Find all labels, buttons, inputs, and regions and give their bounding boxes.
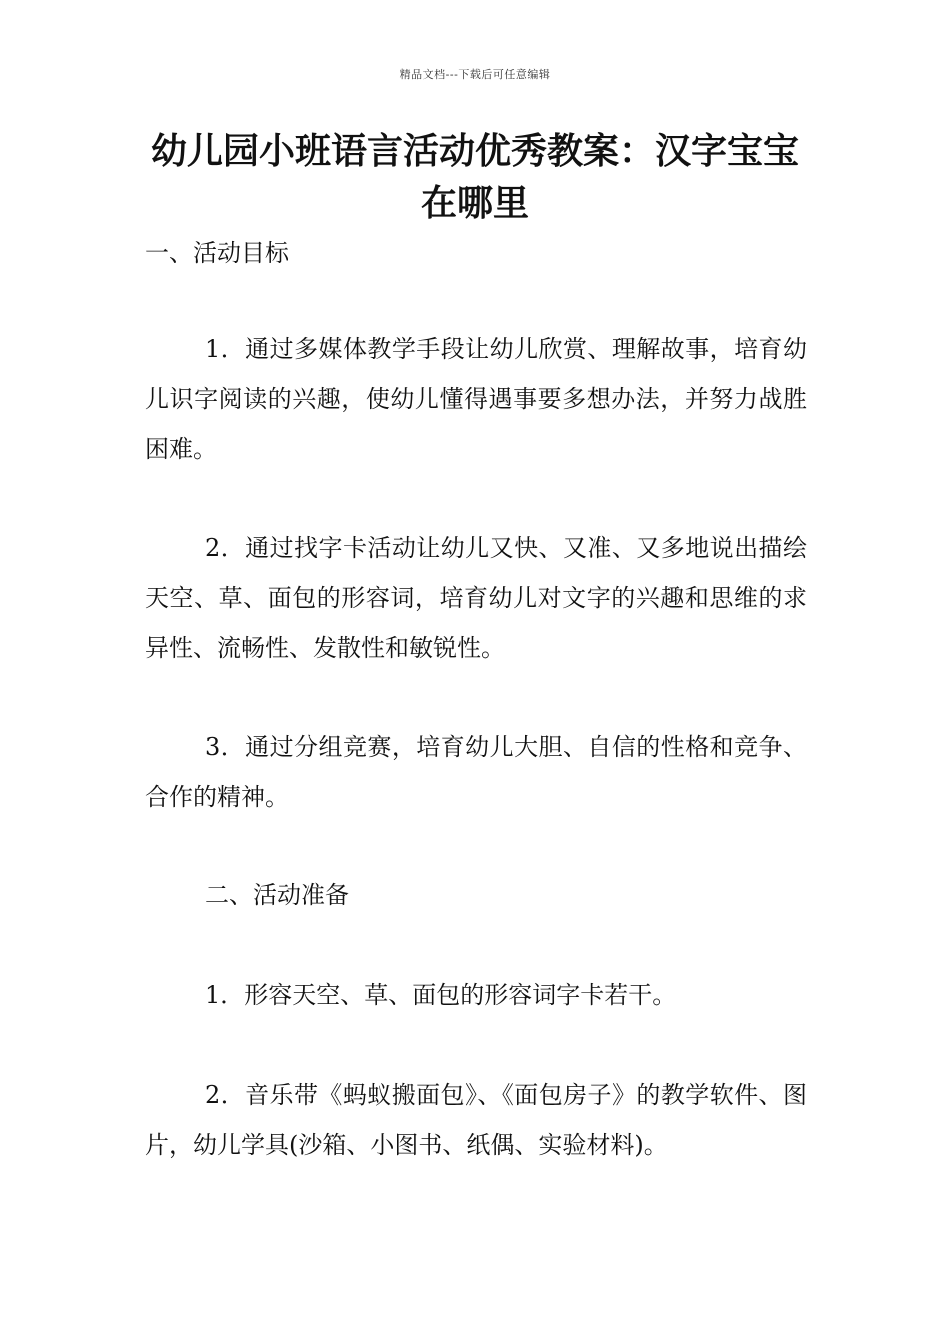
header-note: 精品文档---下载后可任意编辑: [399, 68, 551, 81]
prep-item-2: 2．音乐带《蚂蚁搬面包》、《面包房子》的教学软件、图片，幼儿学具(沙箱、小图书、纸偶、实验材料)。: [145, 1081, 807, 1159]
document-title: 幼儿园小班语言活动优秀教案：汉字宝宝在哪里: [150, 131, 799, 224]
goal-item-3: 3．通过分组竞赛，培育幼儿大胆、自信的性格和竞争、合作的精神。: [145, 733, 807, 811]
section-heading-preparation: 二、活动准备: [205, 881, 349, 909]
goal-item-2: 2．通过找字卡活动让幼儿又快、又准、又多地说出描绘天空、草、面包的形容词，培育幼儿对文字的兴趣和思维的求异性、流畅性、发散性和敏锐性。: [145, 534, 807, 662]
section-heading-goals: 一、活动目标: [145, 239, 289, 267]
goal-item-1: 1．通过多媒体教学手段让幼儿欣赏、理解故事，培育幼儿识字阅读的兴趣，使幼儿懂得遇事要多想办法，并努力战胜困难。: [145, 335, 807, 463]
prep-item-1: 1．形容天空、草、面包的形容词字卡若干。: [205, 981, 677, 1009]
